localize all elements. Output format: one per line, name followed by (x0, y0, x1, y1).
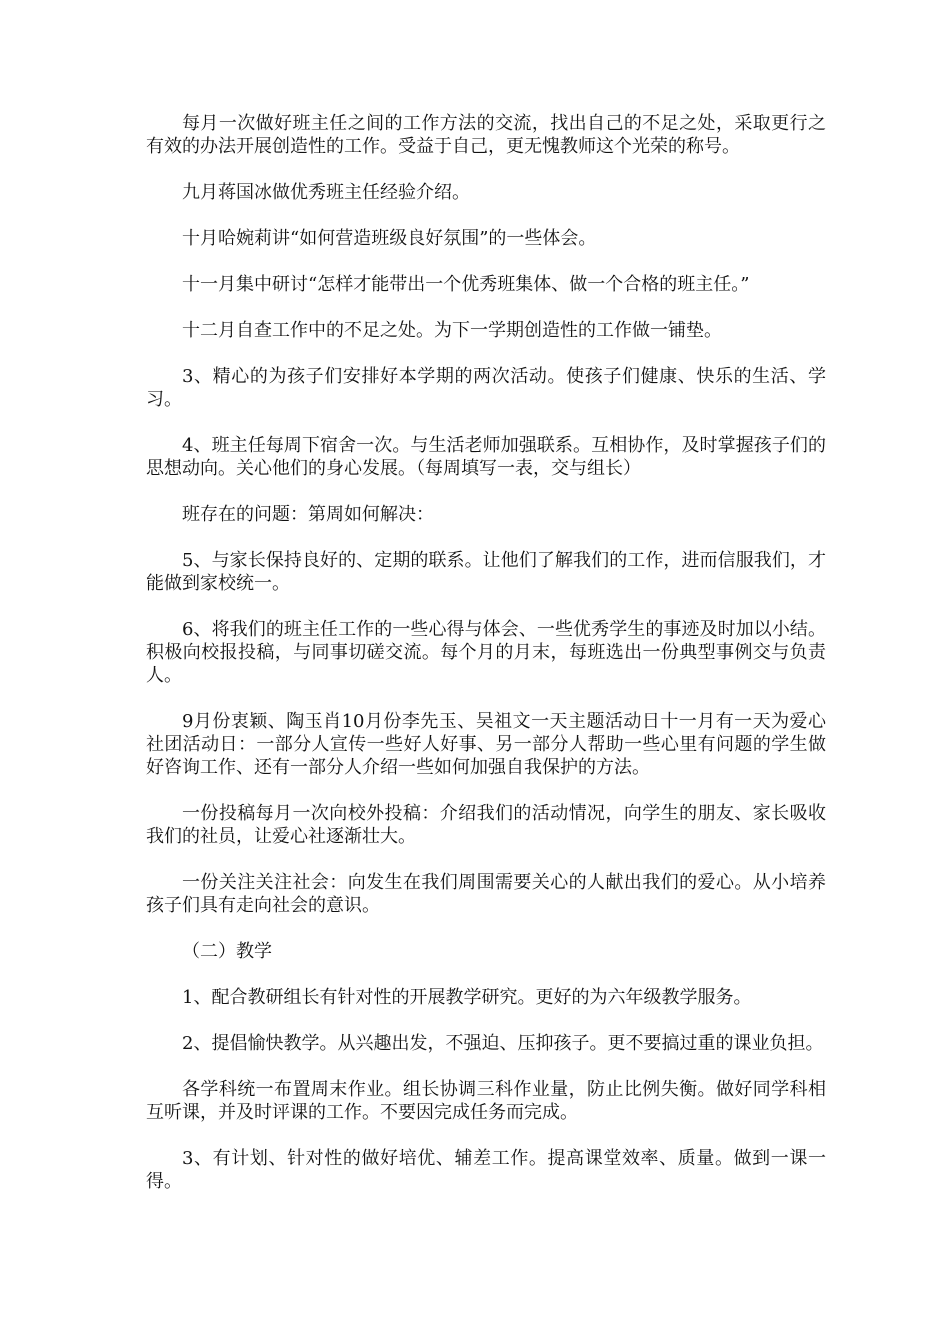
paragraph: 5、与家长保持良好的、定期的联系。让他们了解我们的工作，进而信服我们，才能做到家校统一。 (146, 550, 826, 594)
paragraph: 十一月集中研讨“怎样才能带出一个优秀班集体、做一个合格的班主任。” (182, 274, 750, 295)
paragraph: 十二月自查工作中的不足之处。为下一学期创造性的工作做一铺垫。 (182, 320, 722, 341)
paragraph: 一份投稿每月一次向校外投稿：介绍我们的活动情况，向学生的朋友、家长吸收我们的社员，让爱心社逐渐壮大。 (146, 803, 826, 847)
paragraph: 3、有计划、针对性的做好培优、辅差工作。提高课堂效率、质量。做到一课一得。 (146, 1148, 826, 1192)
paragraph: 各学科统一布置周末作业。组长协调三科作业量，防止比例失衡。做好同学科相互听课，并及时评课的工作。不要因完成任务而完成。 (146, 1079, 826, 1123)
document-body (146, 112, 826, 1216)
paragraph: 2、提倡愉快教学。从兴趣出发，不强迫、压抑孩子。更不要搞过重的课业负担。 (182, 1033, 824, 1054)
paragraph: 每月一次做好班主任之间的工作方法的交流，找出自己的不足之处，采取更行之有效的办法开展创造性的工作。受益于自己，更无愧教师这个光荣的称号。 (146, 113, 826, 157)
paragraph: 1、配合教研组长有针对性的开展教学研究。更好的为六年级教学服务。 (182, 987, 752, 1008)
paragraph: 班存在的问题：第周如何解决： (182, 504, 434, 525)
section-heading: （二）教学 (182, 941, 272, 962)
paragraph: 6、将我们的班主任工作的一些心得与体会、一些优秀学生的事迹及时加以小结。积极向校报投稿，与同事切磋交流。每个月的月末，每班选出一份典型事例交与负责人。 (146, 619, 826, 686)
paragraph: 3、精心的为孩子们安排好本学期的两次活动。使孩子们健康、快乐的生活、学习。 (146, 366, 826, 410)
paragraph: 4、班主任每周下宿舍一次。与生活老师加强联系。互相协作，及时掌握孩子们的思想动向。关心他们的身心发展。（每周填写一表，交与组长） (146, 435, 826, 479)
paragraph: 九月蒋国冰做优秀班主任经验介绍。 (182, 182, 470, 203)
paragraph: 十月哈婉莉讲“如何营造班级良好氛围”的一些体会。 (182, 228, 597, 249)
paragraph: 一份关注关注社会：向发生在我们周围需要关心的人献出我们的爱心。从小培养孩子们具有走向社会的意识。 (146, 872, 826, 916)
paragraph: 9月份衷颖、陶玉肖10月份李先玉、吴祖文一天主题活动日十一月有一天为爱心社团活动日：一部分人宣传一些好人好事、另一部分人帮助一些心里有问题的学生做好咨询工作、还有一部分人介绍一些如何加强自我保护的方法。 (146, 711, 826, 778)
